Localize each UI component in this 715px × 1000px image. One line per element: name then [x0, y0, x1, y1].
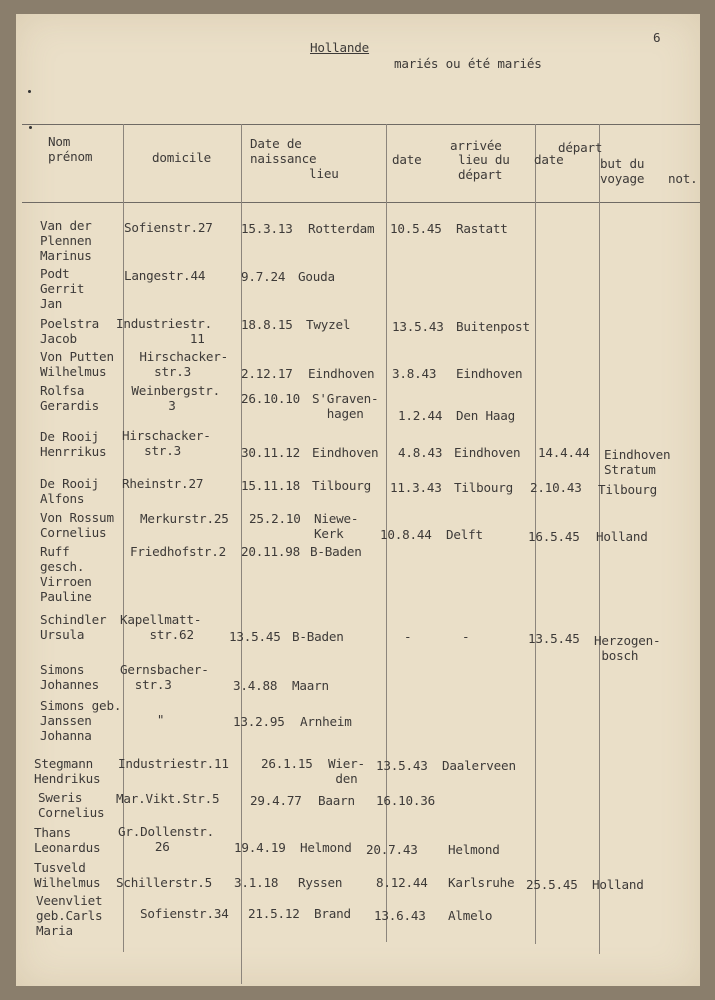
- cell-birth-place: Helmond: [300, 840, 352, 855]
- punch-mark: [29, 126, 32, 129]
- cell-departure-date: 14.4.44: [538, 445, 590, 460]
- cell-arrival-date: 1.2.44: [398, 408, 443, 423]
- cell-name: Schindler Ursula: [40, 612, 107, 642]
- cell-arrival-place: -: [462, 629, 470, 644]
- cell-domicile: Schillerstr.5: [116, 875, 212, 890]
- cell-purpose: Herzogen- bosch: [594, 633, 661, 663]
- header-departure-date: date: [534, 152, 564, 167]
- header-departure: départ: [558, 140, 603, 155]
- cell-birth-place: Eindhoven: [308, 366, 375, 381]
- header-purpose: but du voyage: [600, 156, 645, 186]
- header-arrival-date: date: [392, 152, 422, 167]
- cell-birth-place: Tilbourg: [312, 478, 372, 493]
- cell-birth-place: Twyzel: [306, 317, 351, 332]
- cell-name: Sweris Cornelius: [38, 790, 105, 820]
- cell-name: Van der Plennen Marinus: [40, 218, 92, 263]
- cell-birth-place: Brand: [314, 906, 351, 921]
- cell-arrival-place: Eindhoven: [454, 445, 521, 460]
- cell-domicile: Industriestr. 11: [116, 316, 212, 346]
- cell-birth-place: Wier- den: [328, 756, 365, 786]
- cell-purpose: Holland: [592, 877, 644, 892]
- page-title: Hollande: [310, 40, 370, 55]
- cell-birth-place: B-Baden: [292, 629, 344, 644]
- cell-arrival-place: Buitenpost: [456, 319, 530, 334]
- cell-departure-date: 2.10.43: [530, 480, 582, 495]
- cell-arrival-date: 13.6.43: [374, 908, 426, 923]
- header-notes: not.: [668, 171, 698, 186]
- document-page: [16, 14, 700, 986]
- cell-birth-date: 9.7.24: [241, 269, 286, 284]
- cell-arrival-place: Eindhoven: [456, 366, 523, 381]
- header-domicile: domicile: [152, 150, 212, 165]
- cell-birth-date: 29.4.77: [250, 793, 302, 808]
- cell-domicile: ": [120, 712, 165, 727]
- cell-departure-date: 25.5.45: [526, 877, 578, 892]
- cell-name: Poelstra Jacob: [40, 316, 100, 346]
- cell-domicile: Kapellmatt- str.62: [120, 612, 202, 642]
- cell-birth-date: 2.12.17: [241, 366, 293, 381]
- cell-domicile: Friedhofstr.2: [130, 544, 226, 559]
- cell-domicile: Gr.Dollenstr. 26: [118, 824, 214, 854]
- cell-domicile: Merkurstr.25: [140, 511, 229, 526]
- cell-birth-place: S'Graven- hagen: [312, 391, 379, 421]
- cell-arrival-date: 10.8.44: [380, 527, 432, 542]
- punch-mark: [28, 90, 31, 93]
- cell-purpose: Tilbourg: [598, 482, 658, 497]
- cell-birth-date: 3.4.88: [233, 678, 278, 693]
- cell-arrival-place: Rastatt: [456, 221, 508, 236]
- cell-domicile: Industriestr.11: [118, 756, 229, 771]
- cell-departure-date: 16.5.45: [528, 529, 580, 544]
- cell-birth-date: 13.5.45: [229, 629, 281, 644]
- cell-birth-place: Maarn: [292, 678, 329, 693]
- cell-domicile: Sofienstr.34: [140, 906, 229, 921]
- cell-arrival-date: -: [404, 629, 412, 644]
- cell-birth-place: Niewe- Kerk: [314, 511, 359, 541]
- cell-birth-date: 18.8.15: [241, 317, 293, 332]
- cell-name: Stegmann Hendrikus: [34, 756, 101, 786]
- cell-domicile: Sofienstr.27: [124, 220, 213, 235]
- cell-birth-date: 30.11.12: [241, 445, 301, 460]
- cell-arrival-date: 20.7.43: [366, 842, 418, 857]
- cell-arrival-place: Karlsruhe: [448, 875, 515, 890]
- cell-birth-date: 15.3.13: [241, 221, 293, 236]
- cell-birth-place: Eindhoven: [312, 445, 379, 460]
- cell-birth-date: 25.2.10: [249, 511, 301, 526]
- cell-birth-place: Baarn: [318, 793, 355, 808]
- cell-arrival-place: Delft: [446, 527, 483, 542]
- cell-birth-date: 15.11.18: [241, 478, 301, 493]
- cell-domicile: Rheinstr.27: [122, 476, 204, 491]
- cell-domicile: Langestr.44: [124, 268, 206, 283]
- header-arrival-place: lieu du départ: [458, 152, 510, 182]
- cell-name: Von Rossum Cornelius: [40, 510, 114, 540]
- cell-birth-date: 21.5.12: [248, 906, 300, 921]
- cell-name: Simons geb. Janssen Johanna: [40, 698, 122, 743]
- cell-arrival-place: Daalerveen: [442, 758, 516, 773]
- cell-arrival-date: 16.10.36: [376, 793, 436, 808]
- cell-name: Veenvliet geb.Carls Maria: [36, 893, 103, 938]
- page-number: 6: [653, 30, 661, 45]
- cell-birth-date: 3.1.18: [234, 875, 279, 890]
- cell-birth-place: B-Baden: [310, 544, 362, 559]
- cell-name: De Rooij Henrrikus: [40, 429, 107, 459]
- header-birth: Date de naissance lieu: [250, 136, 339, 181]
- cell-purpose: Holland: [596, 529, 648, 544]
- cell-name: Ruff gesch. Virroen Pauline: [40, 544, 92, 604]
- cell-arrival-date: 11.3.43: [390, 480, 442, 495]
- cell-name: Tusveld Wilhelmus: [34, 860, 101, 890]
- cell-domicile: Hirschacker- str.3: [122, 428, 211, 458]
- header-arrival: arrivée: [450, 138, 502, 153]
- cell-arrival-date: 4.8.43: [398, 445, 443, 460]
- cell-birth-date: 26.10.10: [241, 391, 301, 406]
- cell-name: Thans Leonardus: [34, 825, 101, 855]
- cell-arrival-date: 8.12.44: [376, 875, 428, 890]
- cell-birth-date: 13.2.95: [233, 714, 285, 729]
- cell-birth-date: 19.4.19: [234, 840, 286, 855]
- cell-domicile: Gernsbacher- str.3: [120, 662, 209, 692]
- cell-arrival-date: 10.5.45: [390, 221, 442, 236]
- cell-arrival-date: 13.5.43: [392, 319, 444, 334]
- cell-domicile: Mar.Vikt.Str.5: [116, 791, 220, 806]
- cell-departure-date: 13.5.45: [528, 631, 580, 646]
- cell-name: Von Putten Wilhelmus: [40, 349, 114, 379]
- header-name: Nom prénom: [48, 134, 93, 164]
- cell-birth-place: Arnheim: [300, 714, 352, 729]
- cell-birth-place: Ryssen: [298, 875, 343, 890]
- cell-arrival-place: Almelo: [448, 908, 493, 923]
- cell-name: Podt Gerrit Jan: [40, 266, 85, 311]
- cell-birth-date: 20.11.98: [241, 544, 301, 559]
- cell-birth-date: 26.1.15: [261, 756, 313, 771]
- cell-arrival-date: 13.5.43: [376, 758, 428, 773]
- cell-domicile: Hirschacker- str.3: [139, 349, 228, 379]
- cell-name: De Rooij Alfons: [40, 476, 100, 506]
- page-subtitle: mariés ou été mariés: [394, 56, 542, 71]
- cell-name: Rolfsa Gerardis: [40, 383, 100, 413]
- cell-arrival-place: Helmond: [448, 842, 500, 857]
- cell-domicile: Weinbergstr. 3: [131, 383, 220, 413]
- cell-arrival-date: 3.8.43: [392, 366, 437, 381]
- cell-birth-place: Rotterdam: [308, 221, 375, 236]
- cell-name: Simons Johannes: [40, 662, 100, 692]
- cell-purpose: Eindhoven Stratum: [604, 447, 671, 477]
- cell-arrival-place: Den Haag: [456, 408, 516, 423]
- cell-birth-place: Gouda: [298, 269, 335, 284]
- cell-arrival-place: Tilbourg: [454, 480, 514, 495]
